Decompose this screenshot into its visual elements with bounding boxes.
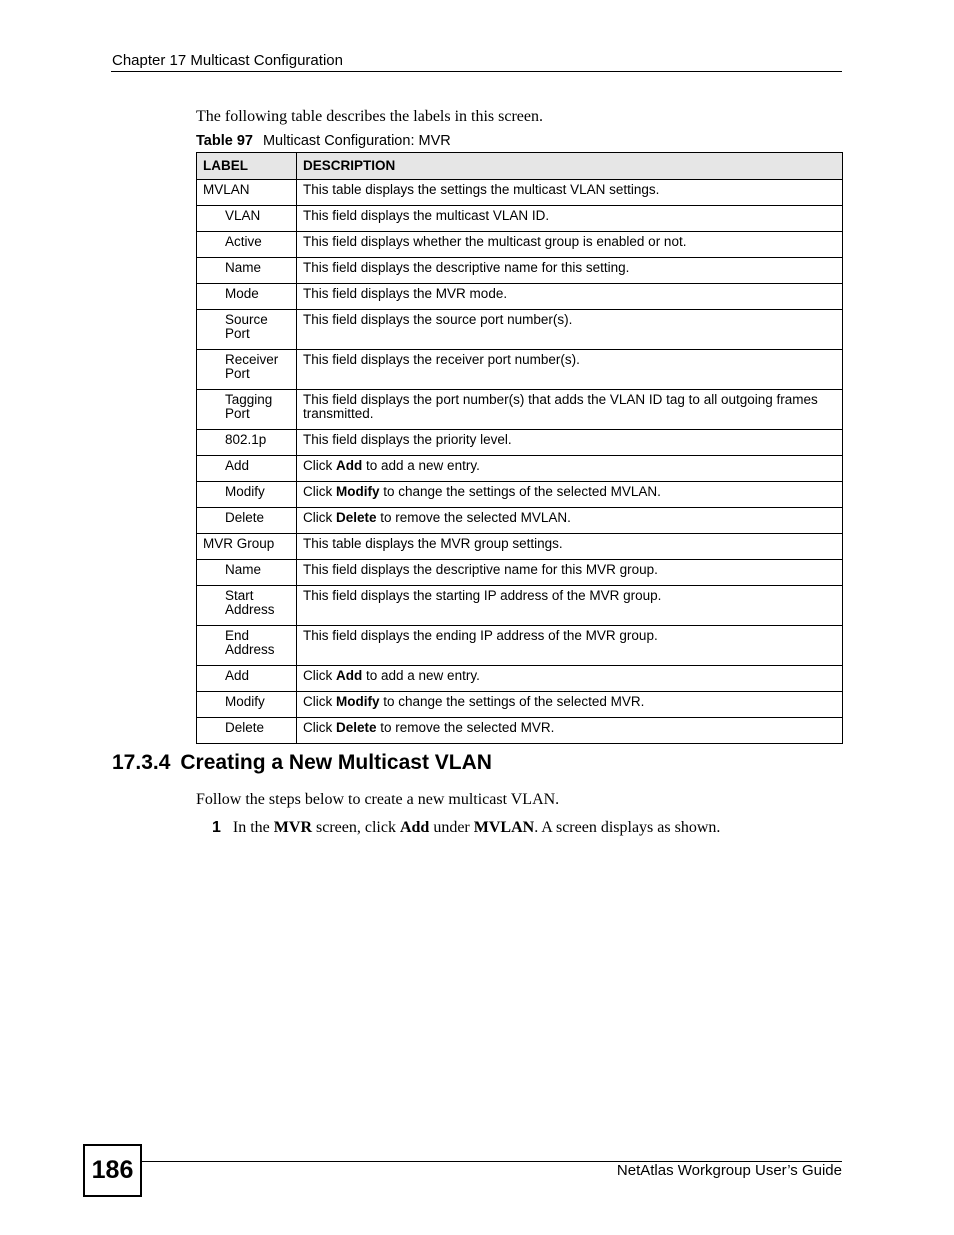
table-row: [197, 508, 843, 534]
section-heading: [112, 751, 492, 775]
column-header-label: LABEL: [197, 153, 297, 180]
table-caption-number: Table 97: [196, 133, 253, 149]
row-label: Add: [197, 456, 297, 482]
row-description: [297, 626, 843, 666]
table-row: [197, 534, 843, 560]
intro-text: The following table describes the labels in this screen.: [196, 108, 544, 125]
step-bold-3: MVLAN: [473, 819, 535, 836]
table-row: [197, 666, 843, 692]
row-description: [297, 482, 843, 508]
step-text-3: under: [429, 819, 474, 836]
guide-title: NetAtlas Workgroup User’s Guide: [616, 1162, 842, 1179]
description-text-end: to change the settings of the selected MVLAN.: [379, 484, 661, 499]
description-text-end: to add a new entry.: [362, 668, 480, 683]
table-row: [197, 482, 843, 508]
row-description: [297, 508, 843, 534]
description-bold: Modify: [336, 694, 380, 709]
row-description: [297, 258, 843, 284]
description-text: Click: [303, 720, 336, 735]
step-bold-2: Add: [399, 819, 430, 836]
description-text: Click: [303, 458, 336, 473]
description-text: Click: [303, 694, 336, 709]
row-label: Add: [197, 666, 297, 692]
description-text: This field displays the source port number(s).: [303, 312, 573, 327]
table-row: [197, 692, 843, 718]
description-bold: Delete: [336, 510, 377, 525]
description-text-end: to add a new entry.: [362, 458, 480, 473]
description-text: This field displays the receiver port number(s).: [303, 352, 580, 367]
row-description: [297, 206, 843, 232]
row-label: Name: [197, 258, 297, 284]
row-label: Modify: [197, 482, 297, 508]
description-text: This field displays the multicast VLAN ID.: [303, 208, 550, 223]
description-text: Click: [303, 668, 336, 683]
label-description-table: [196, 152, 843, 744]
table-body: [197, 180, 843, 744]
step-text-4: . A screen displays as shown.: [534, 819, 721, 836]
description-text: This field displays the port number(s) that adds the VLAN ID tag to all outgoing frames transmitted.: [303, 392, 818, 421]
row-description: [297, 390, 843, 430]
row-description: [297, 284, 843, 310]
table-row: [197, 180, 843, 206]
step-text-2: screen, click: [312, 819, 400, 836]
row-label: Tagging Port: [197, 390, 297, 430]
step-item: [212, 819, 720, 837]
description-bold: Add: [336, 668, 363, 683]
row-description: [297, 430, 843, 456]
column-header-description: DESCRIPTION: [297, 153, 843, 180]
description-text: This field displays the descriptive name for this MVR group.: [303, 562, 658, 577]
table-row: [197, 284, 843, 310]
row-description: [297, 666, 843, 692]
description-text: This table displays the MVR group settings.: [303, 536, 563, 551]
page-number: 186: [83, 1144, 142, 1197]
table-caption: [196, 133, 451, 149]
table-row: [197, 232, 843, 258]
section-paragraph: Follow the steps below to create a new multicast VLAN.: [196, 791, 560, 808]
table-row: [197, 258, 843, 284]
description-text-end: to change the settings of the selected MVR.: [379, 694, 645, 709]
step-text-1: In the: [232, 819, 274, 836]
table-caption-text: Multicast Configuration: MVR: [262, 133, 451, 149]
row-label: Receiver Port: [197, 350, 297, 390]
row-label: Mode: [197, 284, 297, 310]
description-text: This field displays whether the multicast group is enabled or not.: [303, 234, 687, 249]
row-description: [297, 456, 843, 482]
description-text-end: to remove the selected MVLAN.: [376, 510, 571, 525]
chapter-header: Chapter 17 Multicast Configuration: [112, 52, 343, 69]
row-description: [297, 180, 843, 206]
description-bold: Modify: [336, 484, 380, 499]
header-divider: [111, 71, 842, 72]
row-label: Delete: [197, 718, 297, 744]
description-text: This table displays the settings the multicast VLAN settings.: [303, 182, 660, 197]
row-label: Source Port: [197, 310, 297, 350]
row-description: [297, 232, 843, 258]
row-label: Name: [197, 560, 297, 586]
row-description: [297, 718, 843, 744]
section-title: Creating a New Multicast VLAN: [180, 751, 492, 774]
row-label: 802.1p: [197, 430, 297, 456]
row-label: VLAN: [197, 206, 297, 232]
table-row: [197, 310, 843, 350]
row-description: [297, 692, 843, 718]
row-label: Active: [197, 232, 297, 258]
step-bold-1: MVR: [273, 819, 312, 836]
row-label: Start Address: [197, 586, 297, 626]
table-row: [197, 586, 843, 626]
description-text: This field displays the MVR mode.: [303, 286, 508, 301]
table-row: [197, 626, 843, 666]
row-label: MVR Group: [197, 534, 297, 560]
description-text: This field displays the priority level.: [303, 432, 512, 447]
table-row: [197, 390, 843, 430]
row-label: Delete: [197, 508, 297, 534]
step-number: 1: [212, 819, 221, 836]
row-description: [297, 350, 843, 390]
description-text: This field displays the ending IP address of the MVR group.: [303, 628, 658, 643]
description-text: Click: [303, 484, 336, 499]
row-label: End Address: [197, 626, 297, 666]
row-description: [297, 560, 843, 586]
description-bold: Add: [336, 458, 363, 473]
description-bold: Delete: [336, 720, 377, 735]
section-number: 17.3.4: [112, 751, 171, 774]
row-description: [297, 534, 843, 560]
description-text: This field displays the descriptive name for this setting.: [303, 260, 630, 275]
description-text: Click: [303, 510, 336, 525]
table-row: [197, 350, 843, 390]
row-label: Modify: [197, 692, 297, 718]
description-text-end: to remove the selected MVR.: [376, 720, 555, 735]
description-text: This field displays the starting IP address of the MVR group.: [303, 588, 662, 603]
table-row: [197, 560, 843, 586]
row-label: MVLAN: [197, 180, 297, 206]
table-row: [197, 430, 843, 456]
table-row: [197, 718, 843, 744]
table-row: [197, 206, 843, 232]
row-description: [297, 586, 843, 626]
row-description: [297, 310, 843, 350]
table-row: [197, 456, 843, 482]
